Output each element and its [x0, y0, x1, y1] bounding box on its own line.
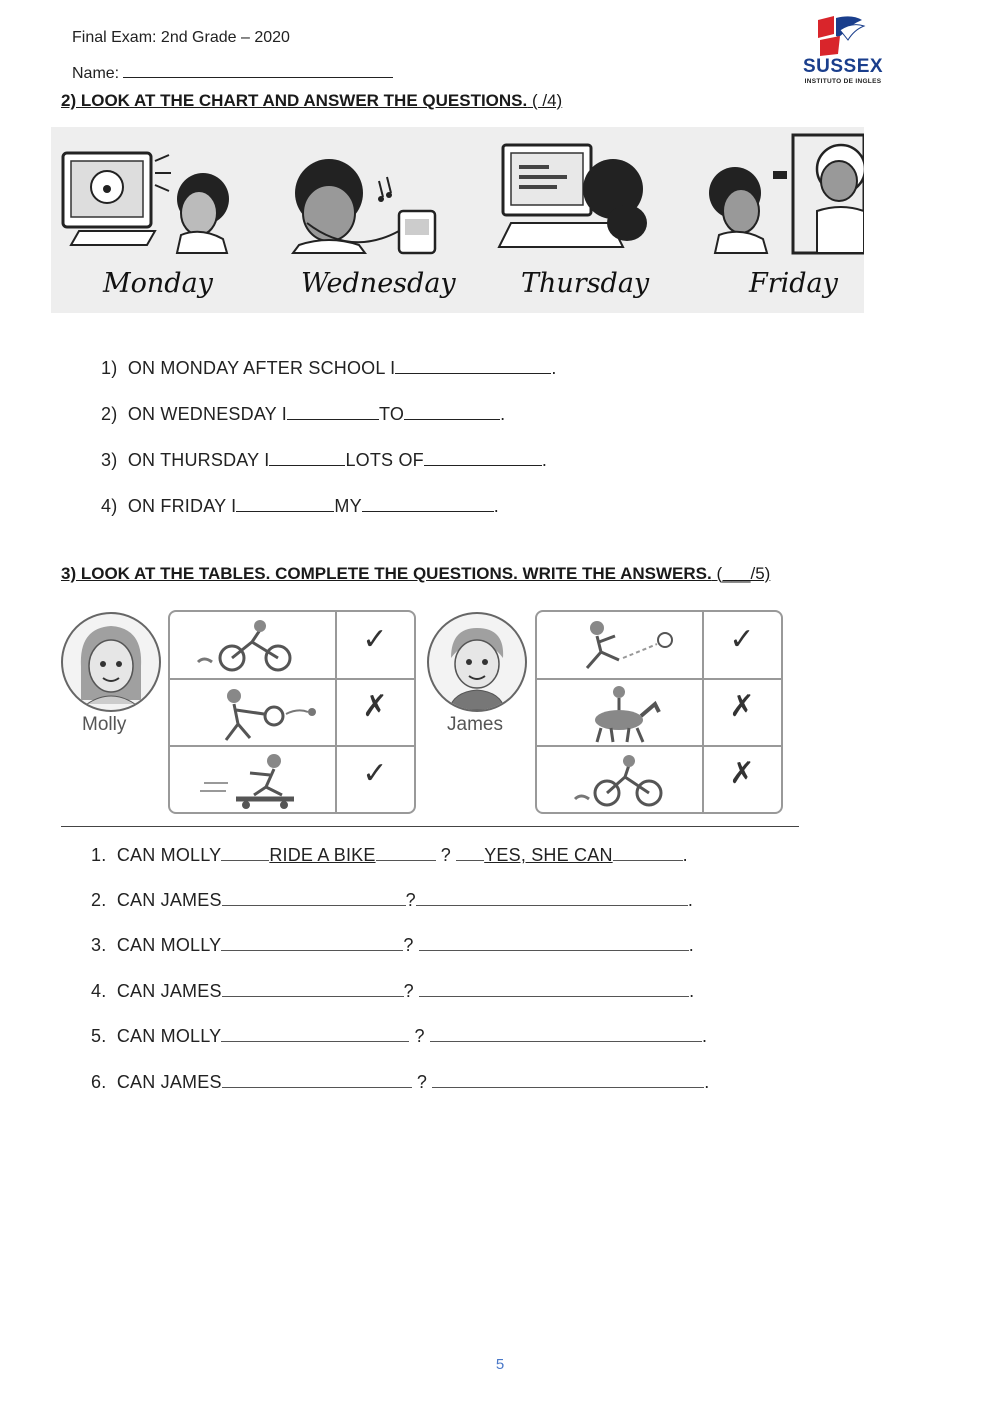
sussex-logo [800, 14, 886, 90]
answer-blank[interactable] [269, 447, 345, 466]
logo-subtext: INSTITUTO DE INGLES [804, 78, 882, 85]
question-mark: ? [405, 890, 416, 910]
question-mark: ? [416, 1072, 428, 1092]
name-blank[interactable] [123, 63, 393, 78]
question-text: ON WEDNESDAY I [127, 404, 287, 424]
tv-clown-illustration [63, 153, 229, 253]
answer-blank[interactable] [432, 1069, 704, 1088]
answer-blank[interactable] [419, 932, 689, 951]
check-mark-icon: ✓ [362, 757, 388, 790]
question-number: 6. [91, 1072, 107, 1092]
page-number: 5 [495, 1356, 505, 1373]
question-mark: ? [403, 981, 414, 1001]
visit-grandma-illustration [709, 135, 864, 253]
section-divider [61, 826, 799, 827]
s3-question-5: 5. CAN MOLLY ? . [91, 1023, 707, 1047]
s3-question-3: 3. CAN MOLLY ? . [91, 932, 694, 956]
question-blank[interactable] [221, 932, 403, 951]
s2-question-3 [101, 447, 547, 471]
s2-question-1 [101, 355, 557, 379]
example-answer: YES, SHE CAN [484, 845, 613, 865]
girl-face-icon [63, 614, 159, 710]
example-activity: RIDE A BIKE [269, 845, 376, 865]
question-text: ON MONDAY AFTER SCHOOL I [127, 358, 396, 378]
james-name: James [447, 714, 503, 735]
cross-mark-icon: ✗ [362, 690, 388, 723]
day-label-thursday: Thursday [521, 268, 650, 299]
question-blank[interactable] [222, 1069, 412, 1088]
question-number: 2) [101, 404, 118, 424]
answer-blank[interactable] [424, 447, 542, 466]
question-number: 4) [101, 496, 118, 516]
weekly-chart-illustration [51, 127, 864, 313]
section3-score: (___/5) [716, 564, 771, 583]
boy-face-icon [429, 614, 525, 710]
question-text: TO [378, 404, 405, 424]
question-number: 3. [91, 935, 107, 955]
day-label-wednesday: Wednesday [301, 268, 456, 299]
answer-blank[interactable] [236, 493, 334, 512]
exam-title: Final Exam: 2nd Grade – 2020 [72, 29, 290, 46]
section2-heading-text: 2) LOOK AT THE CHART AND ANSWER THE QUESTIONS. [61, 91, 528, 110]
question-number: 2. [91, 890, 107, 910]
cross-mark-icon: ✗ [729, 757, 755, 790]
s3-question-4: 4. CAN JAMES ? . [91, 978, 694, 1002]
logo-text: SUSSEX [802, 56, 884, 77]
answer-blank[interactable] [430, 1023, 702, 1042]
answer-blank[interactable] [287, 401, 379, 420]
cross-mark-icon: ✗ [729, 690, 755, 723]
check-mark-icon: ✓ [729, 623, 755, 656]
day-label-monday: Monday [103, 268, 213, 299]
question-number: 4. [91, 981, 107, 1001]
molly-name: Molly [82, 714, 127, 735]
computer-illustration [499, 145, 647, 247]
s2-question-4 [101, 493, 499, 517]
s2-question-2 [101, 401, 505, 425]
question-mark: ? [440, 845, 451, 865]
question-number: 3) [101, 450, 118, 470]
s3-question-2: 2. CAN JAMES ? . [91, 887, 693, 911]
question-text: . [541, 450, 548, 470]
question-text: ON FRIDAY I [127, 496, 237, 516]
ride-horse-icon [557, 684, 687, 744]
james-avatar [427, 612, 527, 712]
answer-blank[interactable] [419, 978, 689, 997]
check-mark-icon: ✓ [362, 623, 388, 656]
question-text: . [551, 358, 557, 378]
answer-blank[interactable] [404, 401, 500, 420]
s3-question-1: 1. CAN MOLLY RIDE A BIKE ? YES, SHE CAN . [91, 842, 688, 866]
question-mark: ? [414, 1026, 425, 1046]
section2-heading [61, 91, 562, 111]
section2-score: ( /4) [531, 91, 563, 110]
question-text: CAN MOLLY [116, 845, 222, 865]
play-tennis-icon [190, 684, 320, 744]
question-text: CAN MOLLY [116, 935, 222, 955]
answer-blank[interactable] [362, 493, 494, 512]
section3-heading [61, 564, 770, 584]
ride-bike-icon [190, 616, 320, 676]
molly-ability-table [168, 610, 416, 814]
question-text: CAN JAMES [116, 890, 222, 910]
question-text: MY [334, 496, 362, 516]
question-text: . [500, 404, 506, 424]
molly-avatar [61, 612, 161, 712]
question-text: ON THURSDAY I [127, 450, 270, 470]
question-mark: ? [403, 935, 414, 955]
answer-blank[interactable] [416, 887, 688, 906]
name-label: Name: [72, 65, 120, 82]
question-blank[interactable] [222, 887, 406, 906]
section3-heading-text: 3) LOOK AT THE TABLES. COMPLETE THE QUESTIONS. WRITE THE ANSWERS. [61, 564, 712, 583]
question-text: CAN JAMES [116, 981, 222, 1001]
question-text: CAN JAMES [116, 1072, 222, 1092]
question-number: 1) [101, 358, 118, 378]
question-text: CAN MOLLY [116, 1026, 222, 1046]
play-football-icon [557, 616, 687, 676]
skateboard-icon [190, 751, 320, 811]
question-text: LOTS OF [345, 450, 424, 470]
s3-question-6: 6. CAN JAMES ? . [91, 1069, 709, 1093]
name-field[interactable] [72, 63, 393, 83]
music-listening-illustration [293, 159, 435, 253]
question-blank[interactable] [221, 1023, 409, 1042]
logo-flag-icon [800, 14, 886, 58]
answer-blank[interactable] [395, 355, 551, 374]
question-number: 5. [91, 1026, 107, 1046]
ride-bike-icon [557, 751, 687, 811]
question-blank[interactable] [222, 978, 404, 997]
question-number: 1. [91, 845, 107, 865]
day-label-friday: Friday [749, 268, 838, 299]
question-text: . [493, 496, 499, 516]
james-ability-table [535, 610, 783, 814]
